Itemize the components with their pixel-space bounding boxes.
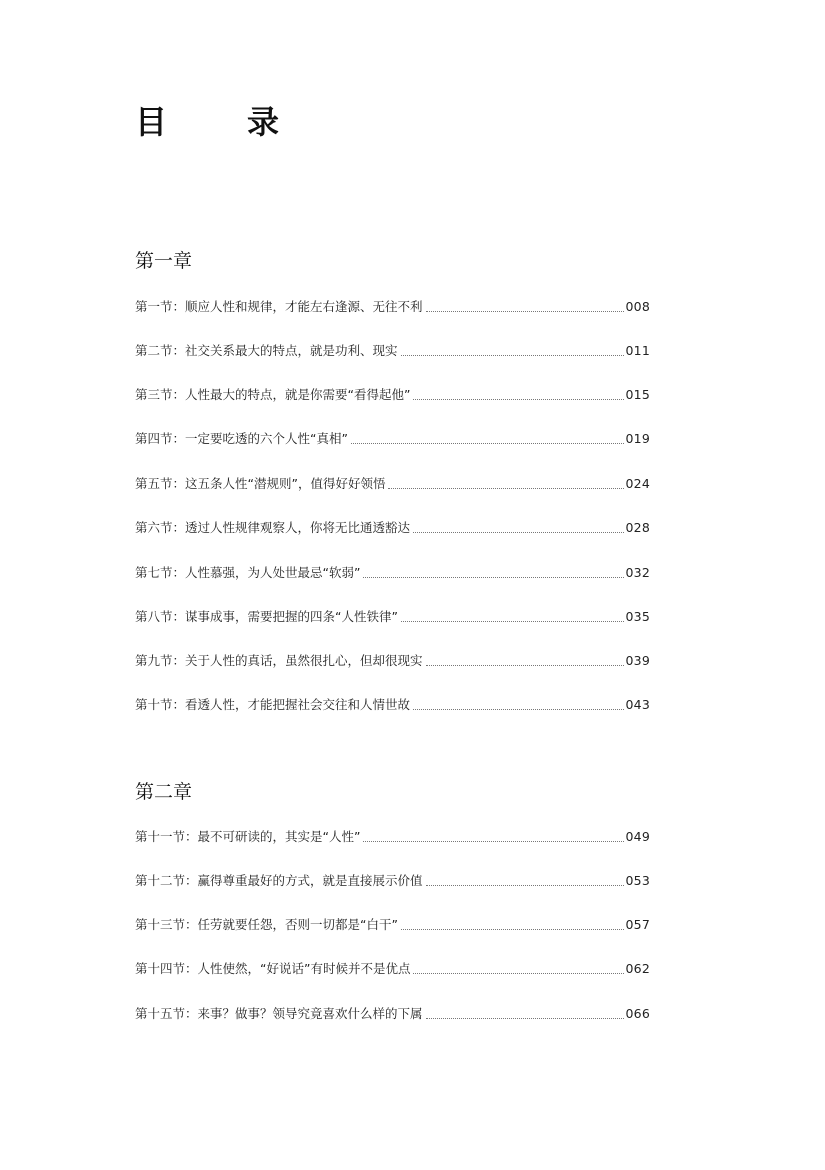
toc-entry[interactable] <box>135 826 650 846</box>
chapter-title: 第一章 <box>135 250 193 272</box>
entry-label: 第三节：人性最大的特点，就是你需要“看得起他” <box>135 387 411 402</box>
entry-page-number: 035 <box>625 609 650 624</box>
dot-leader <box>351 442 624 444</box>
entry-label: 第十三节：任劳就要任怨，否则一切都是“白干” <box>135 917 398 932</box>
entry-page-number: 008 <box>625 299 650 314</box>
dot-leader <box>401 928 624 930</box>
entry-label: 第六节：透过人性规律观察人，你将无比通透豁达 <box>135 520 411 535</box>
dot-leader <box>401 620 624 622</box>
entry-label: 第一节：顺应人性和规律，才能左右逢源、无往不利 <box>135 299 423 314</box>
entry-label: 第五节：这五条人性“潜规则”，值得好好领悟 <box>135 476 386 491</box>
entry-label: 第十四节：人性使然，“好说话”有时候并不是优点 <box>135 961 411 976</box>
entry-label: 第七节：人性慕强，为人处世最忌“软弱” <box>135 565 361 580</box>
entry-page-number: 062 <box>625 961 650 976</box>
toc-entry[interactable] <box>135 517 650 537</box>
dot-leader <box>413 972 623 974</box>
toc-entry[interactable] <box>135 650 650 670</box>
entry-page-number: 015 <box>625 387 650 402</box>
entry-label: 第十二节：赢得尊重最好的方式，就是直接展示价值 <box>135 873 423 888</box>
entry-page-number: 053 <box>625 873 650 888</box>
dot-leader <box>363 576 623 578</box>
toc-title: 目 录 <box>135 103 304 141</box>
entry-label: 第八节：谋事成事，需要把握的四条“人性铁律” <box>135 609 398 624</box>
toc-entry[interactable] <box>135 958 650 978</box>
chapter-1 <box>135 248 650 712</box>
toc-entry[interactable] <box>135 340 650 360</box>
dot-leader <box>363 840 623 842</box>
chapter-title: 第二章 <box>135 781 193 803</box>
entry-label: 第四节：一定要吃透的六个人性“真相” <box>135 431 348 446</box>
dot-leader <box>413 708 624 710</box>
toc-entry[interactable] <box>135 296 650 316</box>
dot-leader <box>401 354 624 356</box>
toc-entry[interactable] <box>135 694 650 714</box>
entry-page-number: 024 <box>625 476 650 491</box>
entry-label: 第九节：关于人性的真话，虽然很扎心，但却很现实 <box>135 653 423 668</box>
entry-label: 第十节：看透人性，才能把握社会交往和人情世故 <box>135 697 411 712</box>
entry-page-number: 028 <box>625 520 650 535</box>
entry-page-number: 011 <box>625 343 650 358</box>
entry-page-number: 019 <box>625 431 650 446</box>
dot-leader <box>426 884 624 886</box>
entry-page-number: 039 <box>625 653 650 668</box>
dot-leader <box>426 310 624 312</box>
dot-leader <box>388 487 623 489</box>
toc-entry[interactable] <box>135 606 650 626</box>
entry-page-number: 057 <box>625 917 650 932</box>
dot-leader <box>413 531 624 533</box>
dot-leader <box>413 398 623 400</box>
entry-page-number: 049 <box>625 829 650 844</box>
dot-leader <box>426 1017 624 1019</box>
entry-label: 第二节：社交关系最大的特点，就是功利、现实 <box>135 343 398 358</box>
toc-entry[interactable] <box>135 473 650 493</box>
toc-entry[interactable] <box>135 870 650 890</box>
dot-leader <box>426 664 624 666</box>
chapter-2 <box>135 779 650 1021</box>
entry-page-number: 032 <box>625 565 650 580</box>
toc-entry[interactable] <box>135 1003 650 1023</box>
entry-page-number: 066 <box>625 1006 650 1021</box>
entry-label: 第十五节：来事？做事？领导究竟喜欢什么样的下属 <box>135 1006 423 1021</box>
toc-entry[interactable] <box>135 428 650 448</box>
toc-entry[interactable] <box>135 914 650 934</box>
toc-entry[interactable] <box>135 562 650 582</box>
entry-page-number: 043 <box>625 697 650 712</box>
entry-label: 第十一节：最不可研读的，其实是“人性” <box>135 829 361 844</box>
toc-entry[interactable] <box>135 384 650 404</box>
